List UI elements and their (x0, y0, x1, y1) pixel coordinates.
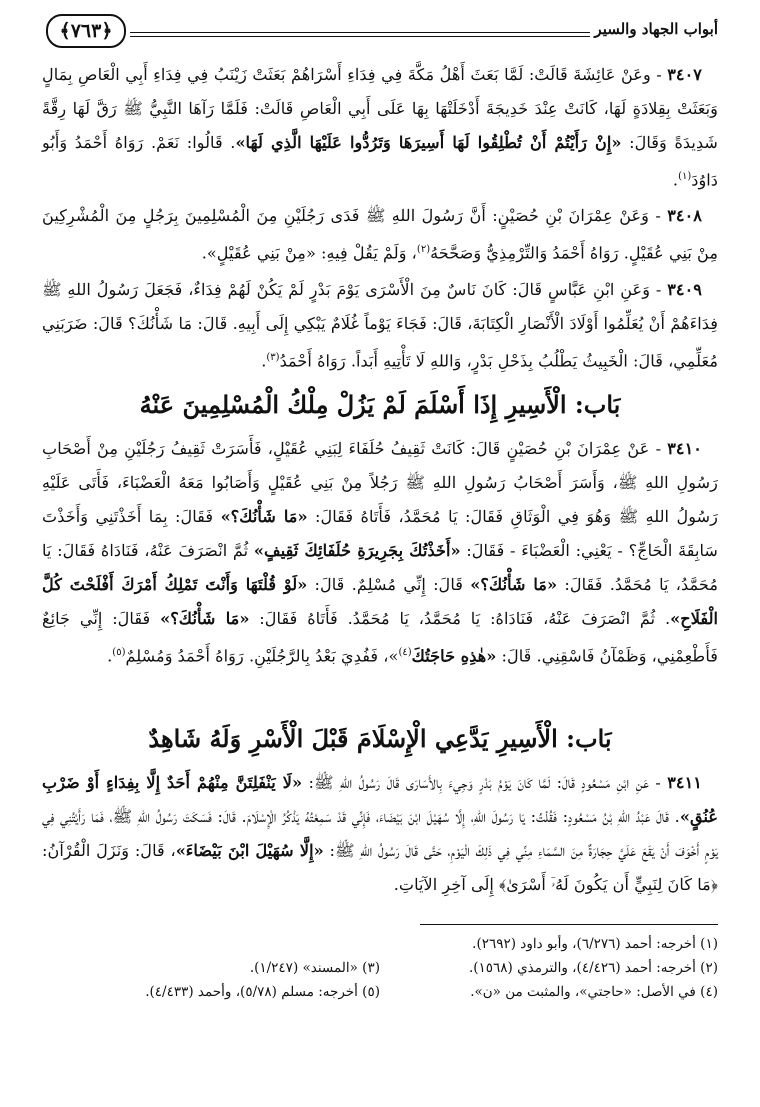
hadith-text: . قَالَ عَبْدُ اللهِ بْنُ مَسْعُودٍ: فَقُلْتُ: يَا رَسُولَ اللهِ، إِلَّا سُهَيْلَ ابْنَ بَيْضَاءَ، فَإِنِّي قَدْ سَمِعْتُهُ يَذْكُرُ الْإِسْلَامَ. قَالَ: فَسَكَتَ رَسُولُ اللهِ ﷺ، فَمَا رَأَيْتُنِي فِي يَوْمٍ أَخْوَفَ أَنْ يَقَعَ عَلَيَّ حِجَارَةٌ مِنَ السَّمَاءِ مِنِّي فِي ذَلِكَ الْيَوْمِ، حَتَّى قَالَ رَسُولُ اللهِ ﷺ: (42, 807, 718, 860)
prophetic-quote: «أَخَذْتُكَ بِجَرِيرَةِ حُلَفَائِكَ ثَقِيفٍ» (253, 541, 461, 560)
hadith-text: - وَعَنِ ابْنِ عَبَّاسٍ قَالَ: كَانَ نَاسٌ مِنَ الْأَسْرَى يَوْمَ بَدْرٍ لَمْ يَكُنْ لَهُمْ فِدَاءٌ، فَجَعَلَ رَسُولُ اللهِ ﷺ فِدَاءَهُمْ أَنْ يُعَلِّمُوا أَوْلَادَ الْأَنْصَارِ الْكِتَابَةَ، قَالَ: فَجَاءَ يَوْماً غُلَامٌ يَبْكِي إِلَى أَبِيهِ. قَالَ: مَا شَأْنُكَ؟ قَالَ: ضَرَبَنِي مُعَلِّمِي، قَالَ: الْخَبِيثُ يَطْلُبُ بِذَحْلِ بَدْرٍ، وَاللهِ لَا تَأْتِيهِ أَبَداً. رَوَاهُ أَحْمَدُ (42, 279, 718, 371)
footnote-row (42, 980, 718, 1004)
running-title: أبواب الجهاد والسير (594, 20, 718, 38)
footnote-row (42, 956, 718, 980)
hadith-3410 (42, 432, 718, 673)
hadith-block-2 (42, 432, 718, 675)
hadith-block-3 (42, 766, 718, 904)
footnote-rule (420, 924, 718, 925)
footnotes (42, 932, 718, 1004)
footnote-3: (٣) «المسند» (١/٢٤٧). (249, 960, 380, 976)
hadith-text: »، فَفُدِيَ بَعْدُ بِالرَّجُلَيْنِ. رَوَاهُ أَحْمَدُ وَمُسْلِمٌ (125, 646, 399, 666)
footnote-ref: (٥) (112, 647, 126, 658)
footnote-ref: (٢) (416, 244, 431, 256)
hadith-3411 (42, 766, 718, 902)
prophetic-quote: «مَا شَأْنُكَ؟» (470, 575, 558, 594)
hadith-block-1 (42, 58, 718, 380)
chapter-title-2: بَاب: الْأَسِيرِ يَدَّعِي الْإِسْلَامَ قَبْلَ الْأَسْرِ وَلَهُ شَاهِدٌ (148, 724, 612, 753)
footnote-5: (٥) أخرجه: مسلم (٥/٧٨)، وأحمد (٤/٤٣٣). (145, 984, 380, 1000)
hadith-text: - عَنْ عِمْرَانَ بْنِ حُصَيْنٍ قَالَ: كَانَتْ ثَقِيفُ حُلَفَاءَ لِبَنِي عُقَيْلٍ، فَأَسَرَتْ ثَقِيفُ رَجُلَيْنِ مِنْ أَصْحَابِ رَسُولِ اللهِ ﷺ، وَأَسَرَ أَصْحَابُ رَسُولِ اللهِ ﷺ رَجُلاً مِنْ بَنِي عُقَيْلٍ وَأَصَابُوا مَعَهُ الْعَضْبَاءَ، فَأَتَى عَلَيْهِ رَسُولُ اللهِ ﷺ وَهُوَ فِي الْوَثَاقِ فَقَالَ: يَا مُحَمَّدُ، فَأَتَاهُ فَقَالَ: (42, 439, 718, 526)
prophetic-quote: «هٰذِهِ حَاجَتُكَ (411, 646, 497, 666)
prophetic-quote: «إِنْ رَأَيْتُمْ أَنْ تُطْلِقُوا لَهَا أَسِيرَهَا وَتَرُدُّوا عَلَيْهَا الَّذِي لَهَا» (235, 133, 622, 152)
hadith-text: - وَعَنْ عِمْرَانَ بْنِ حُصَيْنٍ: أَنَّ رَسُولَ اللهِ ﷺ فَدَى رَجُلَيْنِ مِنَ الْمُسْلِمِينَ بِرَجُلٍ مِنَ الْمُشْرِكِينَ مِنْ بَنِي عُقَيْلٍ. رَوَاهُ أَحْمَدُ وَالتِّرْمِذِيُّ وَصَحَّحَهُ (42, 206, 718, 263)
hadith-text: ثُمَّ انْصَرَفَ عَنْهُ، فَنَادَاهُ فَقَالَ: يَا مُحَمَّدُ، يَا مُحَمَّدُ. فَقَالَ: (42, 541, 719, 594)
hadith-text: . (107, 646, 113, 666)
hadith-3408 (42, 199, 718, 270)
page-header (42, 8, 718, 50)
hadith-number: ٣٤١١ (667, 773, 702, 792)
hadith-number: ٣٤٠٩ (667, 279, 702, 299)
hadith-text: فَقَالَ: إِنِّي جَائِعٌ فَأَطْعِمْنِي، وَظَمْآنُ فَاسْقِنِي. قَالَ: (42, 609, 718, 666)
hadith-text: ، وَلَمْ يَقُلْ فِيهِ: «مِنْ بَنِي عُقَيْلٍ». (201, 243, 417, 263)
footnote-ref: (٤) (398, 647, 412, 658)
hadith-text: قَالَ: إِنِّي مُسْلِمٌ. قَالَ: (307, 575, 471, 594)
header-rule (130, 32, 590, 37)
hadith-text: - وعَنْ عَائِشَةَ قَالَتْ: لَمَّا بَعَثَ أَهْلُ مَكَّةَ فِي فِدَاءِ أَسْرَاهُمْ بَعَثَتْ زَيْنَبُ فِي فِدَاءِ أَبِي الْعَاصِ بِمَالٍ وَبَعَثَتْ بِقِلادَةٍ لَهَا، كَانَتْ عِنْدَ خَدِيجَةَ أَدْخَلَتْهَا بِهَا عَلَى أَبِي الْعَاصِ قَالَتْ: فَلَمَّا رَآهَا النَّبِيُّ ﷺ رَقَّ لَهَا رِقَّةً شَدِيدَةً وَقَالَ: (42, 65, 718, 152)
hadith-text: - عَنِ ابْنِ مَسْعُودٍ قَالَ: لَمَّا كَانَ يَوْمُ بَدْرٍ وَجِيءَ بِالأَسَارَى قَالَ رَسُولُ اللهِ ﷺ: (302, 773, 668, 792)
hadith-3407: ٣٤٠٧ - وعَنْ عَائِشَةَ قَالَتْ: لَمَّا بَعَثَ أَهْلُ مَكَّةَ فِي فِدَاءِ أَسْرَاهُمْ بَعَثَتْ زَيْنَبُ فِي فِدَاءِ أَبِي الْعَاصِ بِمَالٍ وَبَعَثَتْ بِقِلادَةٍ لَهَا، كَانَتْ عِنْدَ خَدِيجَةَ أَدْخَلَتْهَا بِهَا عَلَى أَبِي الْعَاصِ قَالَتْ: فَلَمَّا رَآهَا النَّبِيُّ ﷺ رَقَّ لَهَا رِقَّةً شَدِيدَةً وَقَالَ: «إِنْ رَأَيْتُمْ أَنْ تُطْلِقُوا لَهَا أَسِيرَهَا وَتَرُدُّوا عَلَيْهَا الَّذِي لَهَا». قَالُوا: نَعَمْ. رَوَاهُ أَحْمَدُ وَأَبُو دَاوُدَ$^{(١)}$. (42, 65, 718, 190)
hadith-text: . ثُمَّ انْصَرَفَ عَنْهُ، فَنَادَاهُ: يَا مُحَمَّدُ، يَا مُحَمَّدُ. فَأَتَاهُ فَقَالَ: (249, 609, 671, 628)
footnote-4: (٤) في الأصل: «حاجتي»، والمثبت من «ن». (470, 984, 718, 1000)
hadith-text: فَقَالَ: بِمَا أَخَذْتَنِي وَأَخَذْتَ سَابِقَةَ الْحَاجِّ؟ - يَعْنِي: الْعَضْبَاءَ - فَقَالَ: (42, 507, 718, 560)
footnote-ref: (١) (678, 171, 692, 182)
hadith-text: . قَالُوا: نَعَمْ. رَوَاهُ أَحْمَدُ وَأَبُو دَاوُدَ (42, 133, 718, 190)
prophetic-quote: «إِلَّا سُهَيْلَ ابْنَ بَيْضَاءَ» (175, 841, 324, 860)
hadith-text: ، قَالَ: وَنَزَلَ الْقُرْآنُ: ﴿مَا كَانَ لِنَبِيٍّ أَن يَكُونَ لَهُۥٓ أَسْرَىٰ﴾ إِلَى آخِرِ الآيَاتِ. (42, 841, 718, 894)
hadith-number: ٣٤٠٨ (667, 206, 702, 226)
footnote-row (42, 932, 718, 956)
prophetic-quote: «مَا شَأْنُكَ؟» (220, 507, 308, 526)
hadith-number: ٣٤١٠ (667, 439, 702, 458)
chapter-title-1: بَاب: الْأَسِيرِ إِذَا أَسْلَمَ لَمْ يَزُلْ مِلْكُ الْمُسْلِمِينَ عَنْهُ (139, 390, 621, 419)
hadith-number: ٣٤٠٧ (667, 65, 702, 84)
footnote-2: (٢) أخرجه: أحمد (٤/٤٢٦)، والترمذي (١٥٦٨). (468, 960, 718, 976)
footnote-ref: (٣) (266, 351, 280, 363)
page-number: ﴿٧٦٣﴾ (46, 14, 126, 48)
prophetic-quote: «مَا شَأْنُكَ؟» (160, 609, 250, 628)
footnote-1: (١) أخرجه: أحمد (٦/٢٧٦)، وأبو داود (٢٦٩٢). (472, 936, 718, 952)
prophetic-quote: «لَا يَنْفَلِتَنَّ مِنْهُمْ أَحَدٌ إِلَّا بِفِدَاءٍ أَوْ ضَرْبِ عُنُقٍ» (42, 773, 718, 826)
prophetic-quote: «لَوْ قُلْتَهَا وَأَنْتَ تَمْلِكُ أَمْرَكَ أَفْلَحْتَ كُلَّ الْفَلَاحِ» (42, 575, 718, 628)
hadith-3409: ٣٤٠٩ - وَعَنِ ابْنِ عَبَّاسٍ قَالَ: كَانَ نَاسٌ مِنَ الْأَسْرَى يَوْمَ بَدْرٍ لَمْ يَكُنْ لَهُمْ فِدَاءٌ، فَجَعَلَ رَسُولُ اللهِ ﷺ فِدَاءَهُمْ أَنْ يُعَلِّمُوا أَوْلَادَ الْأَنْصَارِ الْكِتَابَةَ، قَالَ: فَجَاءَ يَوْماً غُلَامٌ يَبْكِي إِلَى أَبِيهِ. قَالَ: مَا شَأْنُكَ؟ قَالَ: ضَرَبَنِي مُعَلِّمِي، قَالَ: الْخَبِيثُ يَطْلُبُ بِذَحْلِ بَدْرٍ، وَاللهِ لَا تَأْتِيهِ أَبَداً. رَوَاهُ أَحْمَدُ$^{(٣)}$. (42, 279, 718, 371)
